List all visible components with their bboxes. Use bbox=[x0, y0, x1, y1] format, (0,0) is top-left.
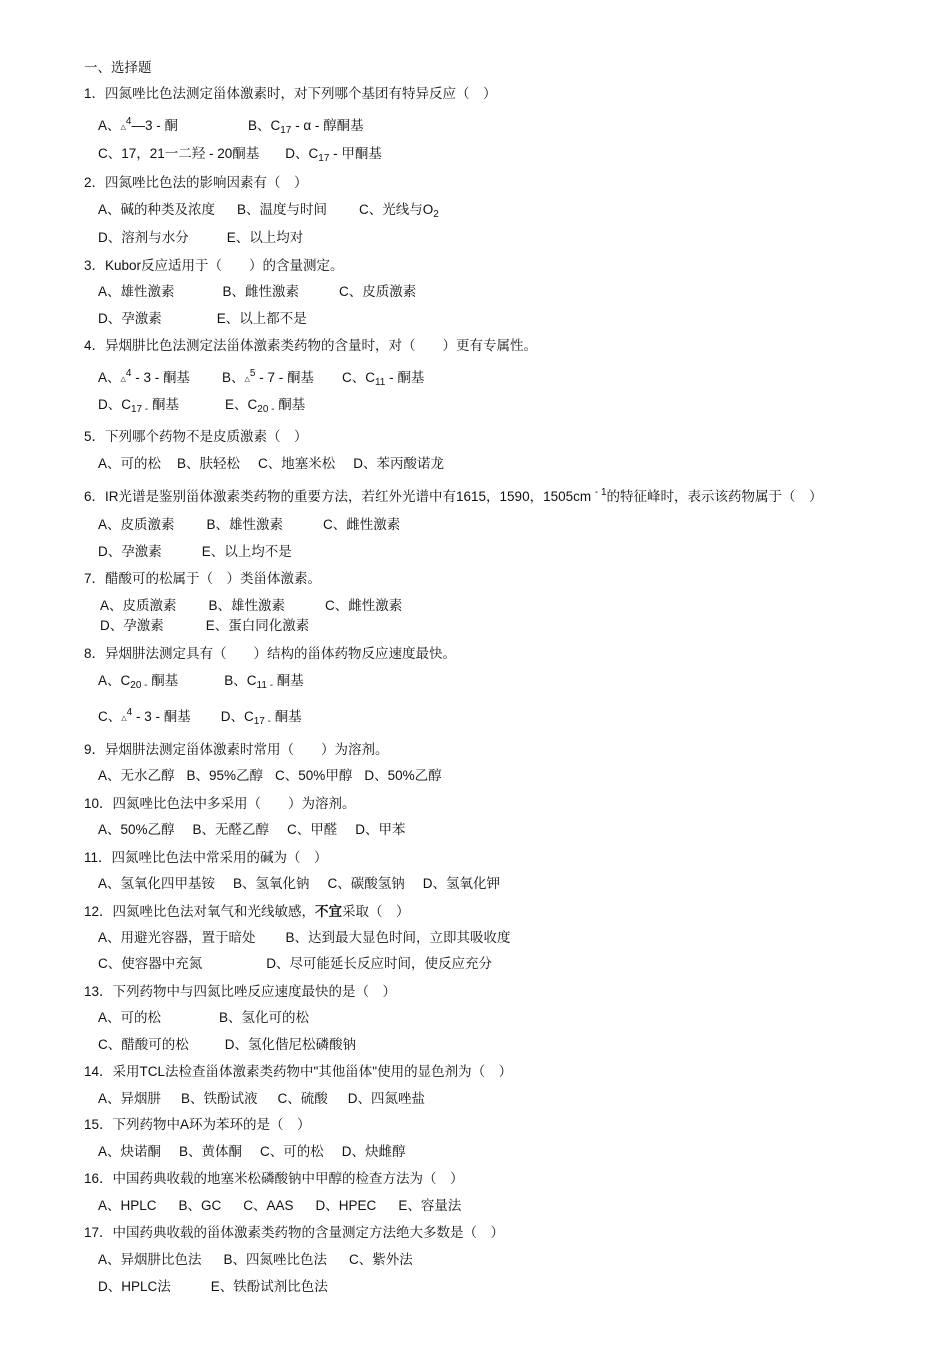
options-row bbox=[98, 117, 364, 137]
options-row bbox=[100, 617, 309, 635]
options-row bbox=[98, 229, 303, 247]
option-3d: D、孕激素 bbox=[98, 311, 162, 326]
option-8b: B、$C_{11 -}$ 酮基 bbox=[224, 673, 304, 691]
question-14: 14．采用TCL法检查甾体激素类药物中"其他甾体"使用的显色剂为（ ） bbox=[84, 1064, 513, 1079]
option-16b: B、GC bbox=[178, 1198, 222, 1213]
options-row bbox=[98, 201, 439, 219]
option-16d: D、HPEC bbox=[315, 1198, 377, 1213]
question-13: 13．下列药物中与四氮比唑反应速度最快的是（ ） bbox=[84, 984, 397, 999]
option-17d: D、HPLC法 bbox=[98, 1279, 171, 1294]
option-16e: E、容量法 bbox=[398, 1198, 462, 1213]
option-10a: A、50%乙醇 bbox=[98, 822, 175, 837]
option-12d: D、尽可能延长反应时间，使反应充分 bbox=[266, 956, 492, 971]
option-11c: C、碳酸氢钠 bbox=[327, 876, 405, 891]
option-14a: A、异烟肼 bbox=[98, 1091, 162, 1106]
option-11d: D、氢氧化钾 bbox=[422, 876, 501, 891]
option-6d: D、孕激素 bbox=[98, 544, 162, 559]
option-3c: C、皮质激素 bbox=[339, 284, 417, 299]
section-title: 一、选择题 bbox=[84, 60, 152, 75]
option-6e: E、以上均不是 bbox=[201, 544, 292, 559]
options-row bbox=[98, 875, 500, 893]
option-4b: B、△$^5$ - 7 - 酮基 bbox=[221, 368, 314, 385]
question-2: 2．四氮唑比色法的影响因素有（ ） bbox=[84, 175, 308, 190]
option-5a: A、可的松 bbox=[98, 456, 162, 471]
option-2d: D、溶剂与水分 bbox=[98, 230, 189, 245]
question-12 bbox=[84, 903, 410, 921]
question-9: 9．异烟肼法测定甾体激素时常用（ ）为溶剂。 bbox=[84, 742, 389, 757]
option-2b: B、温度与时间 bbox=[237, 202, 328, 217]
option-5c: C、地塞米松 bbox=[258, 456, 336, 471]
option-9b: B、95%乙醇 bbox=[186, 768, 264, 783]
option-15b: B、黄体酮 bbox=[179, 1144, 243, 1159]
options-row bbox=[98, 821, 406, 839]
question-5: 5．下列哪个药物不是皮质激素（ ） bbox=[84, 429, 308, 444]
options-row bbox=[98, 1251, 413, 1269]
options-row bbox=[98, 1090, 425, 1108]
option-12b: B、达到最大显色时间，立即其吸收度 bbox=[285, 930, 511, 945]
options-row bbox=[98, 455, 444, 473]
option-6c: C、雌性激素 bbox=[323, 517, 401, 532]
option-11a: A、氢氧化四甲基铵 bbox=[98, 876, 216, 891]
question-7: 7．醋酸可的松属于（ ）类甾体激素。 bbox=[84, 571, 322, 586]
option-11b: B、氢氧化钠 bbox=[233, 876, 310, 891]
options-row bbox=[98, 929, 511, 947]
option-17b: B、四氮唑比色法 bbox=[223, 1252, 328, 1267]
option-1d: D、$C_{17}$ - 甲酮基 bbox=[285, 146, 382, 164]
option-4e: E、$C_{20 -}$ 酮基 bbox=[225, 397, 306, 415]
options-row bbox=[98, 283, 416, 301]
option-12c: C、使容器中充氮 bbox=[98, 956, 203, 971]
question-11: 11．四氮唑比色法中常采用的碱为（ ） bbox=[84, 850, 328, 865]
option-14d: D、四氮唑盐 bbox=[347, 1091, 426, 1106]
options-row bbox=[98, 767, 442, 785]
option-12a: A、用避光容器，置于暗处 bbox=[98, 930, 256, 945]
options-row bbox=[98, 516, 400, 534]
option-17a: A、异烟肼比色法 bbox=[98, 1252, 202, 1267]
question-10: 10．四氮唑比色法中多采用（ ）为溶剂。 bbox=[84, 796, 356, 811]
option-1c: C、17，21一二羟 - 20酮基 bbox=[98, 146, 260, 161]
option-8d: D、$C_{17 -}$ 酮基 bbox=[220, 709, 302, 727]
option-8a: A、$C_{20 -}$ 酮基 bbox=[98, 673, 179, 691]
option-9a: A、无水乙醇 bbox=[98, 768, 175, 783]
option-7e: E、蛋白同化激素 bbox=[205, 618, 310, 633]
options-row bbox=[98, 1143, 406, 1161]
option-6b: B、雄性激素 bbox=[206, 517, 284, 532]
option-3b: B、雌性激素 bbox=[222, 284, 300, 299]
question-12-text: 12．四氮唑比色法对氧气和光线敏感， bbox=[84, 904, 316, 919]
option-10c: C、甲醛 bbox=[287, 822, 338, 837]
options-row bbox=[98, 310, 307, 328]
emphasis-text: 不宜 bbox=[315, 904, 343, 919]
option-14c: C、硫酸 bbox=[277, 1091, 328, 1106]
question-4: 4．异烟肼比色法测定法甾体激素类药物的含量时，对（ ）更有专属性。 bbox=[84, 338, 538, 353]
options-row bbox=[98, 672, 304, 690]
option-13a: A、可的松 bbox=[98, 1010, 162, 1025]
options-row bbox=[100, 597, 402, 615]
option-4d: D、$C_{17 -}$ 酮基 bbox=[98, 397, 179, 415]
option-15c: C、可的松 bbox=[260, 1144, 324, 1159]
option-3a: A、雄性激素 bbox=[98, 284, 175, 299]
option-13b: B、氢化可的松 bbox=[219, 1010, 310, 1025]
option-14b: B、铁酚试液 bbox=[181, 1091, 258, 1106]
question-1: 1．四氮唑比色法测定甾体激素时，对下列哪个基团有特异反应（ ） bbox=[84, 86, 497, 101]
option-5d: D、苯丙酸诺龙 bbox=[353, 456, 445, 471]
options-row bbox=[98, 145, 382, 163]
question-6: 6．IR光谱是鉴别甾体激素类药物的重要方法，若红外光谱中有1615，1590，1505cm $^{- 1}$的特征峰时，表示该药物属于（ ） bbox=[84, 487, 823, 504]
option-2c: C、光线与$O_2$ bbox=[359, 202, 439, 220]
options-row bbox=[98, 1036, 356, 1054]
options-row bbox=[98, 955, 492, 973]
option-15a: A、炔诺酮 bbox=[98, 1144, 162, 1159]
question-12-tail: 采取（ ） bbox=[342, 904, 410, 919]
option-7b: B、雄性激素 bbox=[208, 598, 286, 613]
question-17: 17．中国药典收载的甾体激素类药物的含量测定方法绝大多数是（ ） bbox=[84, 1225, 505, 1240]
option-1a: A、△$^4$—3 - 酮 bbox=[98, 116, 178, 133]
options-row bbox=[98, 1278, 328, 1296]
option-5b: B、肤轻松 bbox=[177, 456, 241, 471]
option-13c: C、醋酸可的松 bbox=[98, 1037, 189, 1052]
option-8c: C、△$^4$ - 3 - 酮基 bbox=[98, 707, 191, 724]
options-row bbox=[98, 1197, 461, 1215]
option-7d: D、孕激素 bbox=[100, 618, 164, 633]
option-6a: A、皮质激素 bbox=[98, 517, 175, 532]
options-row bbox=[98, 708, 302, 728]
option-2a: A、碱的种类及浓度 bbox=[98, 202, 216, 217]
option-10b: B、无醛乙醇 bbox=[192, 822, 270, 837]
option-15d: D、炔雌醇 bbox=[341, 1144, 406, 1159]
options-row bbox=[98, 543, 292, 561]
option-10d: D、甲苯 bbox=[355, 822, 406, 837]
option-9d: D、50%乙醇 bbox=[364, 768, 442, 783]
option-9c: C、50%甲醇 bbox=[275, 768, 353, 783]
option-2e: E、以上均对 bbox=[226, 230, 304, 245]
question-16: 16．中国药典收载的地塞米松磷酸钠中甲醇的检查方法为（ ） bbox=[84, 1171, 464, 1186]
option-7a: A、皮质激素 bbox=[100, 598, 177, 613]
option-17e: E、铁酚试剂比色法 bbox=[210, 1279, 328, 1294]
option-4c: C、$C_{11}$ - 酮基 bbox=[341, 370, 425, 388]
option-1b: B、$C_{17}$ - α - 醇酮基 bbox=[247, 118, 364, 136]
option-7c: C、雌性激素 bbox=[325, 598, 403, 613]
option-17c: C、紫外法 bbox=[349, 1252, 413, 1267]
option-4a: A、△$^4$ - 3 - 酮基 bbox=[98, 368, 190, 385]
option-13d: D、氢化偕尼松磷酸钠 bbox=[224, 1037, 356, 1052]
options-row bbox=[98, 396, 305, 414]
option-3e: E、以上都不是 bbox=[216, 311, 307, 326]
question-3: 3．Kubor反应适用于（ ）的含量测定。 bbox=[84, 258, 344, 273]
options-row bbox=[98, 1009, 309, 1027]
option-16a: A、HPLC bbox=[98, 1198, 157, 1213]
options-row bbox=[98, 369, 424, 389]
option-16c: C、AAS bbox=[243, 1198, 294, 1213]
question-8: 8．异烟肼法测定具有（ ）结构的甾体药物反应速度最快。 bbox=[84, 646, 457, 661]
question-15: 15．下列药物中A环为苯环的是（ ） bbox=[84, 1117, 311, 1132]
